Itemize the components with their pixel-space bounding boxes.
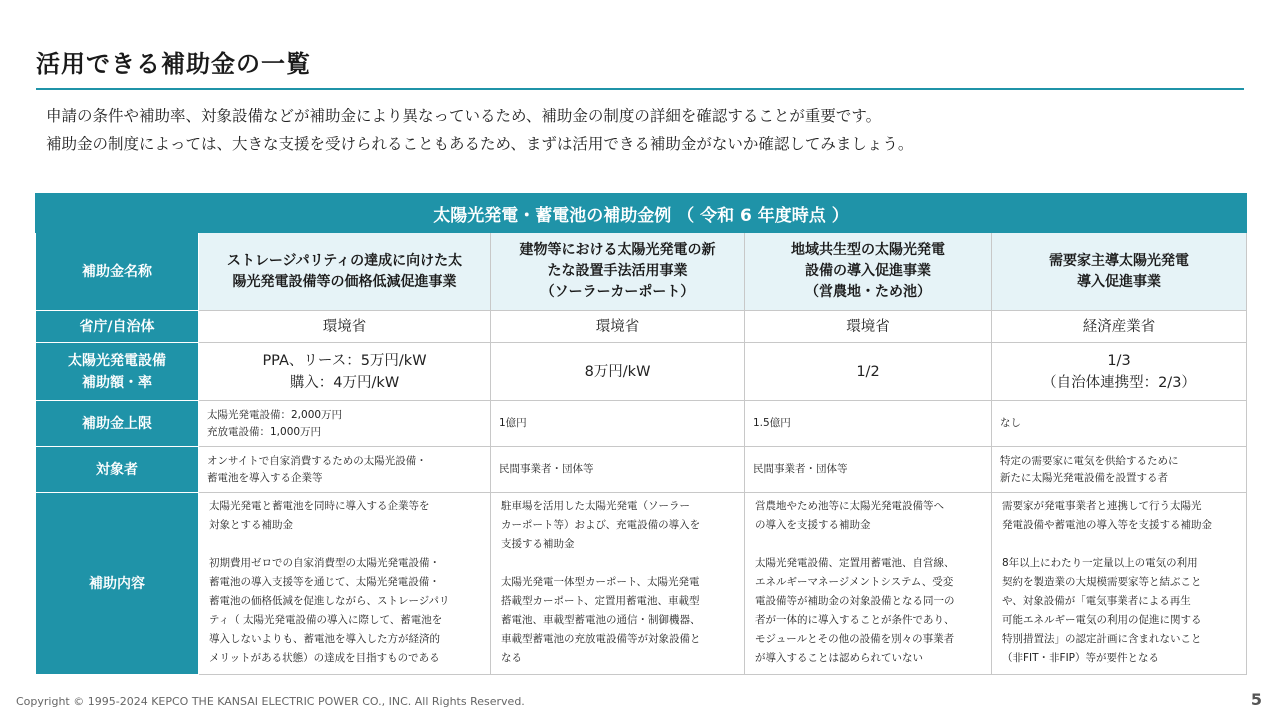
- title-divider: [36, 88, 1244, 90]
- ministry-cell: 環境省: [199, 311, 491, 343]
- target-line: 蓄電池を導入する企業等: [207, 471, 323, 484]
- ministry-cell: 環境省: [491, 311, 745, 343]
- name-line: （ソーラーカーポート）: [540, 284, 695, 300]
- limit-line: なし: [1000, 417, 1021, 429]
- name-line: （営農地・ため池）: [805, 284, 931, 300]
- intro-line: 補助金の制度によっては、大きな支援を受けられることもあるため、まずは活用できる補助金がないか確認してみましょう。: [46, 135, 914, 153]
- content-line: 蓄電池、車載型蓄電池の通信・制御機器、: [501, 614, 701, 626]
- target-cell: [992, 447, 1247, 493]
- content-line: 営農地やため池等に太陽光発電設備等へ: [755, 500, 944, 512]
- page-title: 活用できる補助金の一覧: [36, 50, 311, 78]
- copyright-footer: Copyright © 1995-2024 KEPCO THE KANSAI ELECTRIC POWER CO., INC. All Rights Reserved.: [16, 695, 525, 708]
- intro-line: 申請の条件や補助率、対象設備などが補助金により異なっているため、補助金の制度の詳細を確認することが重要です。: [46, 107, 882, 125]
- rate-line: PPA、リース：5万円/kW: [262, 352, 427, 369]
- rate-line: 1/3: [1107, 352, 1131, 369]
- rate-cell: [745, 343, 992, 401]
- content-line: 太陽光発電一体型カーポート、太陽光発電: [501, 576, 700, 588]
- content-line: が導入することは認められていない: [755, 652, 923, 664]
- limit-line: 1.5億円: [753, 417, 791, 429]
- content-line: 駐車場を活用した太陽光発電（ソーラー: [501, 500, 690, 512]
- row-header-rate: [36, 343, 199, 401]
- content-cell: [491, 493, 745, 675]
- target-line: オンサイトで自家消費するための太陽光設備・: [207, 454, 427, 467]
- content-line: ティ（ 太陽光発電設備の導入に際して、蓄電池を: [209, 614, 443, 626]
- target-line: 新たに太陽光発電設備を設置する者: [1000, 471, 1168, 484]
- name-line: たな設置手法活用事業: [547, 263, 688, 279]
- name-line: ストレージパリティの達成に向けた太: [226, 252, 463, 269]
- content-line: 電設備等が補助金の対象設備となる同一の: [755, 595, 955, 607]
- content-line: 導入しないよりも、蓄電池を導入した方が経済的: [209, 633, 440, 645]
- target-cell: [199, 447, 491, 493]
- rate-cell: [199, 343, 491, 401]
- target-cell: [745, 447, 992, 493]
- intro-text: [46, 102, 913, 158]
- rate-line: 8万円/kW: [584, 363, 651, 380]
- content-line: なる: [501, 652, 522, 664]
- row-header-ministry: 省庁/自治体: [36, 311, 199, 343]
- content-line: 特別措置法」の認定計画に含まれないこと: [1002, 633, 1202, 645]
- rate-header-line: 太陽光発電設備: [68, 352, 166, 369]
- name-line: 導入促進事業: [1077, 273, 1161, 290]
- rate-line: （自治体連携型：2/3）: [1042, 374, 1196, 391]
- limit-line: 太陽光発電設備：2,000万円: [207, 408, 343, 421]
- content-line: 可能エネルギー電気の利用の促進に関する: [1002, 614, 1202, 626]
- content-line: モジュールとその他の設備を別々の事業者: [755, 633, 955, 645]
- rate-line: 1/2: [856, 363, 880, 380]
- subsidy-name: [199, 233, 491, 311]
- name-line: 設備の導入促進事業: [805, 263, 931, 279]
- limit-line: 1億円: [499, 417, 527, 429]
- name-line: 地域共生型の太陽光発電: [791, 242, 945, 258]
- content-line: 支援する補助金: [501, 538, 575, 550]
- content-line: 蓄電池の価格低減を促進しながら、ストレージパリ: [209, 595, 450, 607]
- limit-cell: [199, 401, 491, 447]
- name-line: 需要家主導太陽光発電: [1049, 252, 1189, 269]
- content-line: 8年以上にわたり一定量以上の電気の利用: [1002, 557, 1198, 569]
- rate-line: 購入：4万円/kW: [289, 374, 400, 391]
- subsidy-name: [745, 233, 992, 311]
- limit-cell: [745, 401, 992, 447]
- rate-header-line: 補助額・率: [82, 374, 152, 391]
- subsidy-name: [992, 233, 1247, 311]
- content-line: （非FIT・非FIP）等が要件となる: [1002, 652, 1160, 664]
- content-cell: [992, 493, 1247, 675]
- rate-cell: [491, 343, 745, 401]
- content-cell: [199, 493, 491, 675]
- name-line: 建物等における太陽光発電の新: [519, 242, 716, 258]
- content-line: 対象とする補助金: [209, 519, 293, 531]
- page-number: 5: [1250, 690, 1262, 709]
- content-line: の導入を支援する補助金: [755, 519, 871, 531]
- content-line: 太陽光発電設備、定置用蓄電池、自営線、: [755, 557, 955, 569]
- target-line: 民間事業者・団体等: [499, 463, 594, 475]
- rate-cell: [992, 343, 1247, 401]
- subsidy-table: [35, 193, 1247, 675]
- target-line: 特定の需要家に電気を供給するために: [1000, 454, 1179, 467]
- content-line: 初期費用ゼロでの自家消費型の太陽光発電設備・: [209, 557, 440, 569]
- content-line: 契約を製造業の大規模需要家等と結ぶこと: [1002, 576, 1202, 588]
- content-line: 車載型蓄電池の充放電設備等が対象設備と: [501, 633, 701, 645]
- row-header-content: 補助内容: [36, 493, 199, 675]
- row-header-limit: 補助金上限: [36, 401, 199, 447]
- row-header-name: 補助金名称: [36, 233, 199, 311]
- subsidy-name: [491, 233, 745, 311]
- content-line: カーポート等）および、充電設備の導入を: [501, 519, 701, 531]
- ministry-cell: 環境省: [745, 311, 992, 343]
- content-line: 搭載型カーポート、定置用蓄電池、車載型: [501, 595, 700, 607]
- limit-line: 充放電設備：1,000万円: [207, 425, 322, 438]
- target-line: 民間事業者・団体等: [753, 463, 848, 475]
- content-line: エネルギーマネージメントシステム、受変: [755, 576, 954, 588]
- content-line: 太陽光発電と蓄電池を同時に導入する企業等を: [209, 500, 430, 512]
- table-caption: 太陽光発電・蓄電池の補助金例 （ 令和 6 年度時点 ）: [36, 194, 1247, 233]
- content-line: 蓄電池の導入支援等を通じて、太陽光発電設備・: [209, 576, 440, 588]
- limit-cell: [992, 401, 1247, 447]
- content-line: 者が一体的に導入することが条件であり、: [755, 614, 955, 626]
- content-line: や、対象設備が「電気事業者による再生: [1002, 595, 1191, 607]
- ministry-cell: 経済産業省: [992, 311, 1247, 343]
- content-line: 需要家が発電事業者と連携して行う太陽光: [1002, 500, 1202, 512]
- content-line: メリットがある状態）の達成を目指すものである: [209, 652, 440, 664]
- limit-cell: [491, 401, 745, 447]
- content-line: 発電設備や蓄電池の導入等を支援する補助金: [1002, 519, 1212, 531]
- target-cell: [491, 447, 745, 493]
- name-line: 陽光発電設備等の価格低減促進事業: [232, 273, 457, 290]
- content-cell: [745, 493, 992, 675]
- row-header-target: 対象者: [36, 447, 199, 493]
